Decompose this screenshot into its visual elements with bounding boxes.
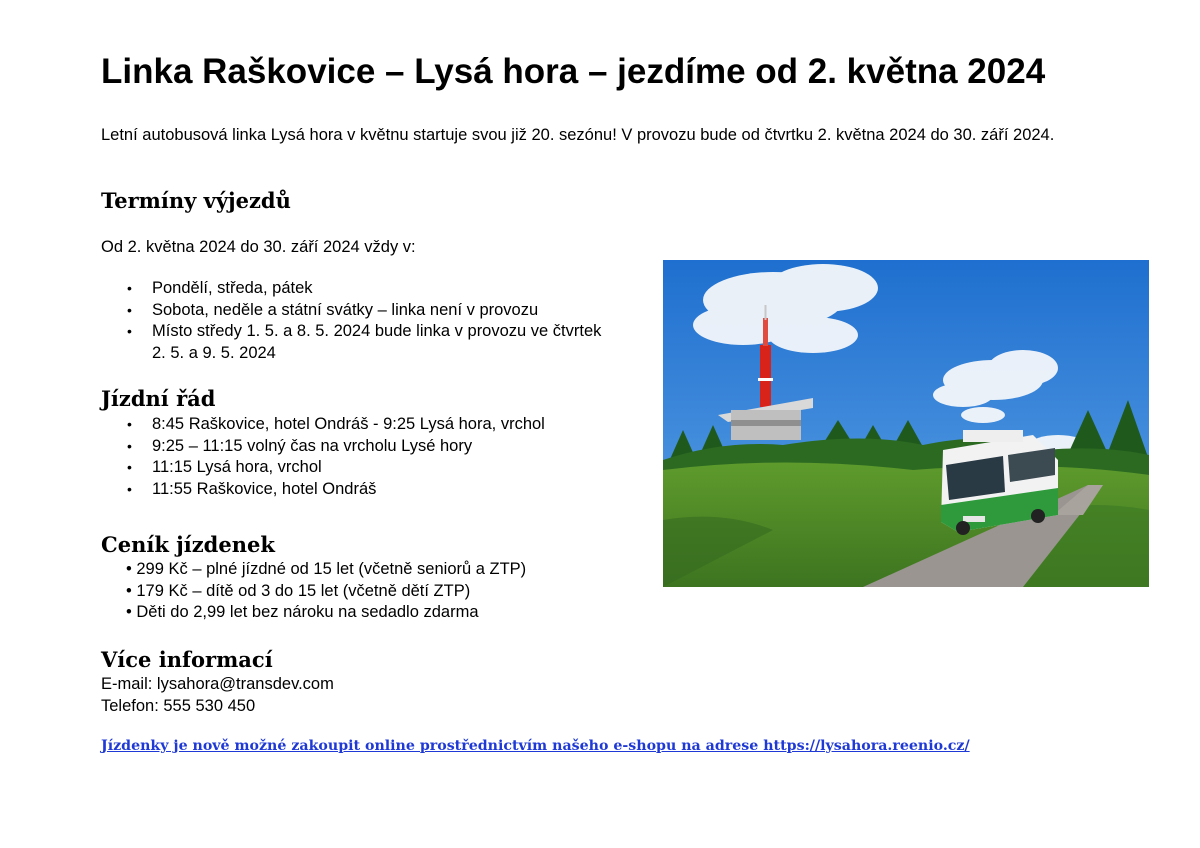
list-item: • Děti do 2,99 let bez nároku na sedadlo zdarma: [126, 603, 479, 621]
cenik-list: [126, 559, 526, 624]
bus-photo: [663, 260, 1149, 587]
page-title: Linka Raškovice – Lysá hora – jezdíme od 2. května 2024: [101, 52, 1046, 91]
list-item: • 8:45 Raškovice, hotel Ondráš - 9:25 Lysá hora, vrchol: [101, 414, 641, 436]
list-item: • 299 Kč – plné jízdné od 15 let (včetně seniorů a ZTP): [126, 560, 527, 578]
section-heading-terminy: Termíny výjezdů: [101, 188, 291, 213]
terminy-lead: Od 2. května 2024 do 30. září 2024 vždy v:: [101, 238, 416, 256]
eshop-link[interactable]: Jízdenky je nově možné zakoupit online prostřednictvím našeho e-shopu na adrese https://lysahora.reenio.cz/: [101, 738, 970, 754]
intro-paragraph: Letní autobusová linka Lysá hora v květnu startuje svou již 20. sezónu! V provozu bude od čtvrtku 2. května 2024 do 30. září 2024.: [101, 126, 1055, 144]
list-item: • Místo středy 1. 5. a 8. 5. 2024 bude linka v provozu ve čtvrtek 2. 5. a 9. 5. 2024: [101, 321, 611, 364]
list-item: • Sobota, neděle a státní svátky – linka není v provozu: [101, 300, 611, 322]
list-item: • 11:15 Lysá hora, vrchol: [101, 457, 641, 479]
list-item: • Pondělí, středa, pátek: [101, 278, 611, 300]
list-item: • 11:55 Raškovice, hotel Ondráš: [101, 479, 641, 501]
list-item: • 9:25 – 11:15 volný čas na vrcholu Lysé hory: [101, 436, 641, 458]
contact-phone: Telefon: 555 530 450: [101, 697, 256, 715]
list-item: • 179 Kč – dítě od 3 do 15 let (včetně dětí ZTP): [126, 581, 471, 600]
terminy-list: [101, 278, 611, 364]
bus-photo-illustration: [663, 260, 1149, 587]
section-heading-cenik: Ceník jízdenek: [101, 532, 275, 557]
section-heading-jizdni-rad: Jízdní řád: [101, 386, 216, 411]
jizdni-rad-list: [101, 414, 641, 500]
section-heading-kontakt: Více informací: [101, 647, 273, 672]
contact-email: E-mail: lysahora@transdev.com: [101, 675, 334, 693]
